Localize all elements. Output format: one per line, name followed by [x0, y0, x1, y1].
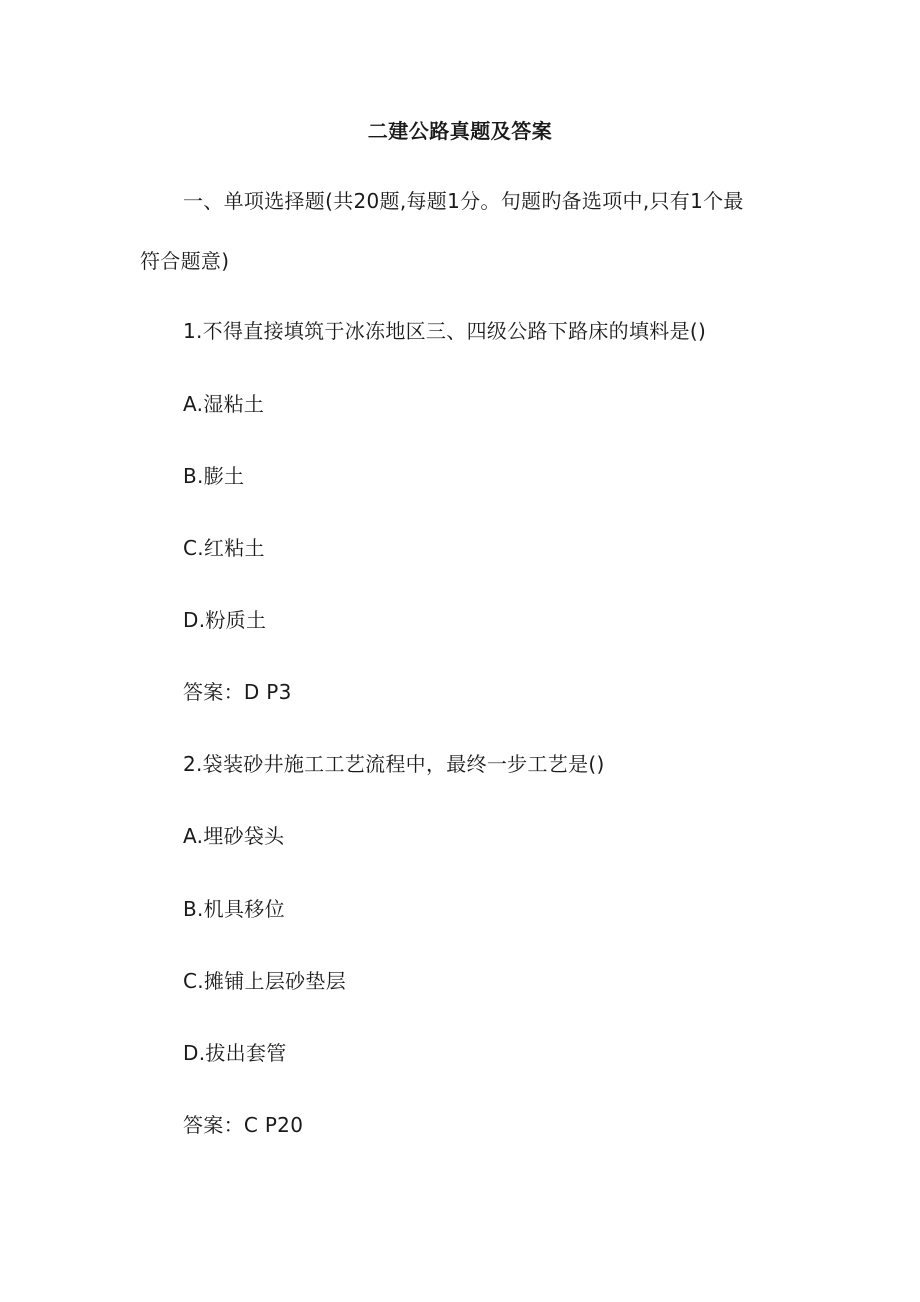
question-2-text: 2.袋装砂井施工工艺流程中，最终一步工艺是() — [183, 752, 605, 776]
question-1-option-d: D.粉质土 — [183, 608, 267, 632]
section-heading-line1: 一、单项选择题(共20题,每题1分。句题旳备选项中,只有1个最 — [183, 189, 744, 213]
question-2-option-a: A.埋砂袋头 — [183, 824, 285, 848]
section-heading-line2: 符合题意) — [140, 249, 230, 273]
question-1-answer: 答案：D P3 — [183, 680, 292, 704]
question-2-answer: 答案：C P20 — [183, 1113, 304, 1137]
question-2-option-d: D.拔出套管 — [183, 1041, 287, 1065]
question-1-option-b: B.膨土 — [183, 464, 245, 488]
question-1-text: 1.不得直接填筑于冰冻地区三、四级公路下路床的填料是() — [183, 319, 707, 343]
question-2-option-b: B.机具移位 — [183, 897, 285, 921]
page-title: 二建公路真题及答案 — [367, 119, 553, 143]
question-2-option-c: C.摊铺上层砂垫层 — [183, 969, 347, 993]
question-1-option-c: C.红粘土 — [183, 536, 265, 560]
question-1-option-a: A.湿粘土 — [183, 392, 265, 416]
